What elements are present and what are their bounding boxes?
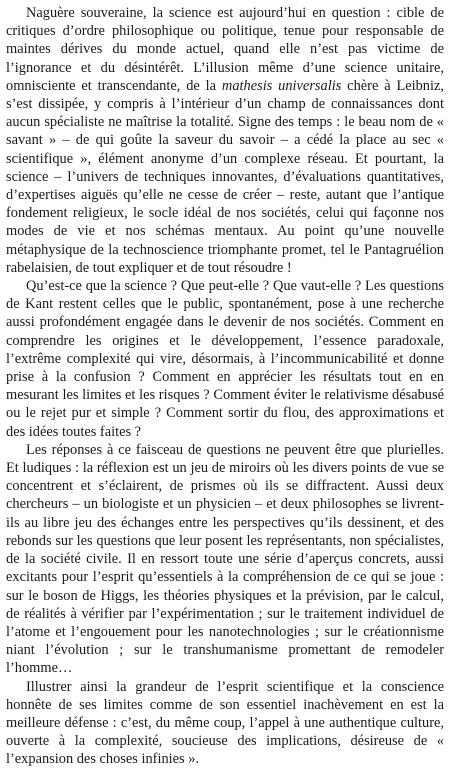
paragraph-2-text: Qu’est-ce que la science ? Que peut-elle ? Que vaut-elle ? Les questions de Kant restent celles que le public, spontanément, pose à une recherche aussi profondément engagée dans le devenir de nos sociétés. Comment en comprendre les origines et le développement, l’essence paradoxale, l’extrême complexité qui vire, désormais, à l’incommunicabilité et donne prise à la confusion ? Comment en apprécier les résultats tout en en mesurant les limites et les risques ? Comment éviter le relativisme désabusé ou le rejet pur et simple ? Comment sortir du flou, des approximations et des idées toutes faites ? bbox=[6, 278, 444, 440]
paragraph-1-italic-term: mathesis universalis bbox=[221, 77, 342, 94]
paragraph-4 bbox=[6, 678, 444, 769]
paragraph-3 bbox=[6, 441, 444, 678]
paragraph-2 bbox=[6, 277, 444, 441]
paragraph-1-text: Naguère souveraine, la science est aujourd’hui en question : cible de critiques d’ordre philosophique ou politique, tenue pour responsable de maintes dérives du monde actuel, quand elle n’est pas victime de l’ignorance et du désintérêt. L’illusion même d’une science unitaire, omnisciente et transcendante, de la bbox=[6, 5, 444, 94]
paragraph-1-text-cont: chère à Leibniz, s’est dissipée, y compris à l’intérieur d’un champ de connaissances dont aucun spécialiste ne maîtrise la totalité. Signe des temps : le beau nom de « savant » – de qui goûte la saveur du savoir – a cédé la place au sec « scientifique », élément anonyme d’un complexe réseau. Et pourtant, la science – l’univers de techniques innovantes, d’évaluations quantitatives, d’expertises aiguës qu’elle ne cesse de créer – reste, autant que l’antique fondement religieux, le socle idéal de nos sociétés, celui qui façonne nos modes de vie et nos schémas mentaux. Au point qu’une nouvelle métaphysique de la technoscience triomphante promet, tel le Pantagruélion rabelaisien, de tout expliquer et de tout résoudre ! bbox=[6, 77, 444, 276]
paragraph-1 bbox=[6, 4, 444, 277]
paragraph-3-text: Les réponses à ce faisceau de questions ne peuvent être que plurielles. Et ludiques : la réflexion est un jeu de miroirs où les divers points de vue se concentrent et s’éclairent, de prismes où ils se diffractent. Aussi deux chercheurs – un biologiste et un physicien – et deux philosophes se livrent-ils au libre jeu des échanges entre les perspectives qu’ils dessinent, et des rebonds sur les questions que leur posent les représentants, non spécialistes, de la société civile. Il en ressort toute une série d’aperçus concrets, aussi excitants pour l’esprit qu’essentiels à la compréhension de ce qui se joue : sur le boson de Higgs, les théories physiques et la prévision, par le calcul, de réalités à vérifier par l’expérimentation ; sur le traitement individuel de l’atome et l’engouement pour les nanotechnologies ; sur le créationnisme niant l’évolution ; sur le transhumanisme promettant de remodeler l’homme… bbox=[6, 441, 444, 677]
paragraph-4-text: Illustrer ainsi la grandeur de l’esprit scientifique et la conscience honnête de ses limites comme de son essentiel inachèvement en est la meilleure défense : c’est, du même coup, l’appel à une authentique culture, ouverte à la complexité, soucieuse des implications, désireuse de « l’expansion des choses infinies ». bbox=[6, 678, 444, 768]
